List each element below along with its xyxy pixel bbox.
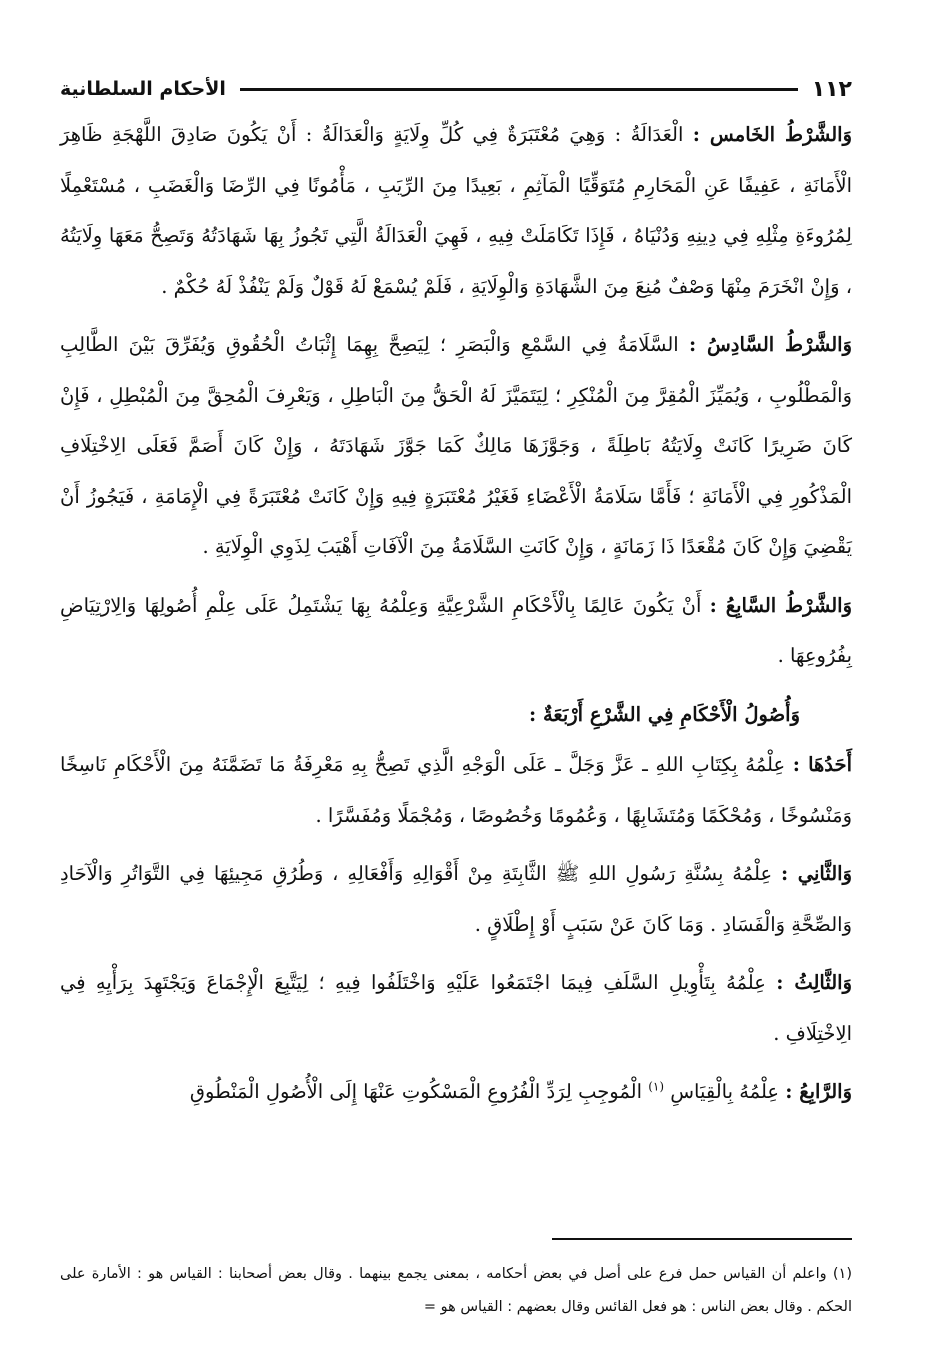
paragraph-text: عِلْمُهُ بِكِتَابِ اللهِ ـ عَزَّ وَجَلَّ ـ عَلَى الْوَجْهِ الَّذِي تَصِحُّ بِهِ مَعْرِفَةُ مَا تَضَمَّنَهُ مِنَ الْأَحْكَامِ نَاسِخًا وَمَنْسُوخًا ، وَمُحْكَمًا وَمُتَشَابِهًا ، وَعُمُومًا وَخُصُوصًا ، وَمُجْمَلًا وَمُفَسَّرًا . <box>60 753 852 827</box>
paragraph-text: الْمُوجِبِ لِرَدِّ الْفُرُوعِ الْمَسْكُوتِ عَنْهَا إِلَى الْأُصُولِ الْمَنْطُوقِ <box>189 1080 642 1103</box>
section-subheading: وَأُصُولُ الْأَحْكَامِ فِي الشَّرْعِ أَرْبَعَةٌ : <box>528 702 800 726</box>
paragraph-lead: وَالشَّرْطُ السَّابِعُ : <box>709 593 853 617</box>
paragraph-text: عِلْمُهُ بِسُنَّةِ رَسُولِ اللهِ ﷺ الثَّابِتَةِ مِنْ أَقْوَالِهِ وَأَفْعَالِهِ ، وَطُرُقِ مَجِيئِهَا فِي التَّوَاتُرِ وَالْآحَادِ وَالصِّحَّةِ وَالْفَسَادِ . وَمَا كَانَ عَنْ سَبَبٍ أَوْ إِطْلَاقٍ . <box>60 862 852 936</box>
principle-second <box>60 849 852 950</box>
paragraph-text: الْعَدَالَةُ : وَهِيَ مُعْتَبَرَةٌ فِي كُلِّ وِلَايَةٍ وَالْعَدَالَةُ : أَنْ يَكُونَ صَادِقَ اللَّهْجَةِ ظَاهِرَ الْأَمَانَةِ ، عَفِيفًا عَنِ الْمَحَارِمِ مُتَوَقِّيًا الْمَآثِمِ ، بَعِيدًا مِنَ الرِّيَبِ ، مَأْمُونًا فِي الرِّضَا وَالْغَضَبِ ، مُسْتَعْمِلًا لِمُرُوءَةِ مِثْلِهِ فِي دِينِهِ وَدُنْيَاهُ ، فَإِذَا تَكَامَلَتْ فِيهِ ، فَهِيَ الْعَدَالَةُ الَّتِي تَجُوزُ بِهَا شَهَادَتُهُ وَتَصِحُّ مَعَهَا وِلَايَتُهُ ، وَإِنْ انْخَرَمَ مِنْهَا وَصْفٌ مُنِعَ مِنَ الشَّهَادَةِ وَالْوِلَايَةِ ، فَلَمْ يُسْمَعْ لَهُ قَوْلٌ وَلَمْ يَنْفُذْ لَهُ حُكْمٌ . <box>60 123 852 298</box>
book-title: الأحكام السلطانية <box>60 78 226 100</box>
paragraph-lead: أَحَدُهَا : <box>792 753 852 776</box>
footnote-rule <box>552 1238 852 1240</box>
paragraph-lead: وَالثَّانِي : <box>781 862 852 885</box>
paragraph-lead: وَالشَّرْطُ السَّادِسُ : <box>688 333 852 356</box>
main-text <box>60 110 852 1126</box>
paragraph-text: عِلْمُهُ بِالْقِيَاسِ <box>670 1080 780 1103</box>
footnote-text: (١) واعلم أن القياس حمل فرع على أصل في بعض أحكامه ، بمعنى يجمع بينهما . وقال بعض أصحابنا : القياس هو : الأمارة على الحكم . وقال بعض الناس : هو فعل القائس وقال بعضهم : القياس هو = <box>60 1266 852 1315</box>
paragraph-text: أَنْ يَكُونَ عَالِمًا بِالْأَحْكَامِ الشَّرْعِيَّةِ وَعِلْمُهُ بِهَا يَشْتَمِلُ عَلَى عِلْمِ أُصُولِهَا وَالِارْتِيَاضِ بِفُرُوعِهَا . <box>60 593 852 667</box>
paragraph-sixth-condition <box>60 320 852 573</box>
paragraph-seventh-condition <box>60 581 852 682</box>
paragraph-fifth-condition <box>60 110 852 312</box>
paragraph-lead: وَالثَّالِثُ : <box>776 971 853 994</box>
principle-third <box>60 958 852 1059</box>
paragraph-text: عِلْمُهُ بِتَأْوِيلِ السَّلَفِ فِيمَا اجْتَمَعُوا عَلَيْهِ وَاخْتَلَفُوا فِيهِ ؛ لِيَتَّبِعَ الْإِجْمَاعَ وَيَجْتَهِدَ بِرَأْيِهِ فِي الِاخْتِلَافِ . <box>60 971 852 1045</box>
principle-fourth <box>60 1067 852 1118</box>
footnote-area <box>60 1258 852 1324</box>
principle-first <box>60 740 852 841</box>
paragraph-lead: وَالشَّرْطُ الخَامس : <box>692 123 852 146</box>
header-rule <box>240 88 798 91</box>
page-number: ١١٢ <box>811 76 852 102</box>
running-header <box>60 72 852 106</box>
paragraph-text: السَّلَامَةُ فِي السَّمْعِ وَالْبَصَرِ ؛ لِيَصِحَّ بِهِمَا إِثْبَاتُ الْحُقُوقِ وَيُفَرِّقَ بَيْنَ الطَّالِبِ وَالْمَطْلُوبِ ، وَيُمَيِّزَ الْمُقِرَّ مِنَ الْمُنْكِرِ ؛ لِيَتَمَيَّزَ لَهُ الْحَقُّ مِنَ الْبَاطِلِ ، وَيَعْرِفَ الْمُحِقَّ مِنَ الْمُبْطِلِ ، فَإِنْ كَانَ ضَرِيرًا كَانَتْ وِلَايَتُهُ بَاطِلَةً ، وَجَوَّزَهَا مَالِكٌ كَمَا جَوَّزَ شَهَادَتَهُ ، وَإِنْ كَانَ أَصَمَّ فَعَلَى الِاخْتِلَافِ الْمَذْكُورِ فِي الْأَمَانَةِ ؛ فَأَمَّا سَلَامَةُ الْأَعْضَاءِ فَغَيْرُ مُعْتَبَرَةٍ فِيهِ وَإِنْ كَانَتْ مُعْتَبَرَةً فِي الْإِمَامَةِ ، فَيَجُوزُ أَنْ يَقْضِيَ وَإِنْ كَانَ مُقْعَدًا ذَا زَمَانَةٍ ، وَإِنْ كَانَتِ السَّلَامَةُ مِنَ الْآفَاتِ أَهْيَبَ لِذَوِي الْوِلَايَةِ . <box>60 333 852 558</box>
paragraph-lead: وَالرَّابِعُ : <box>785 1080 852 1103</box>
footnote-reference[interactable]: (١) <box>648 1079 665 1094</box>
